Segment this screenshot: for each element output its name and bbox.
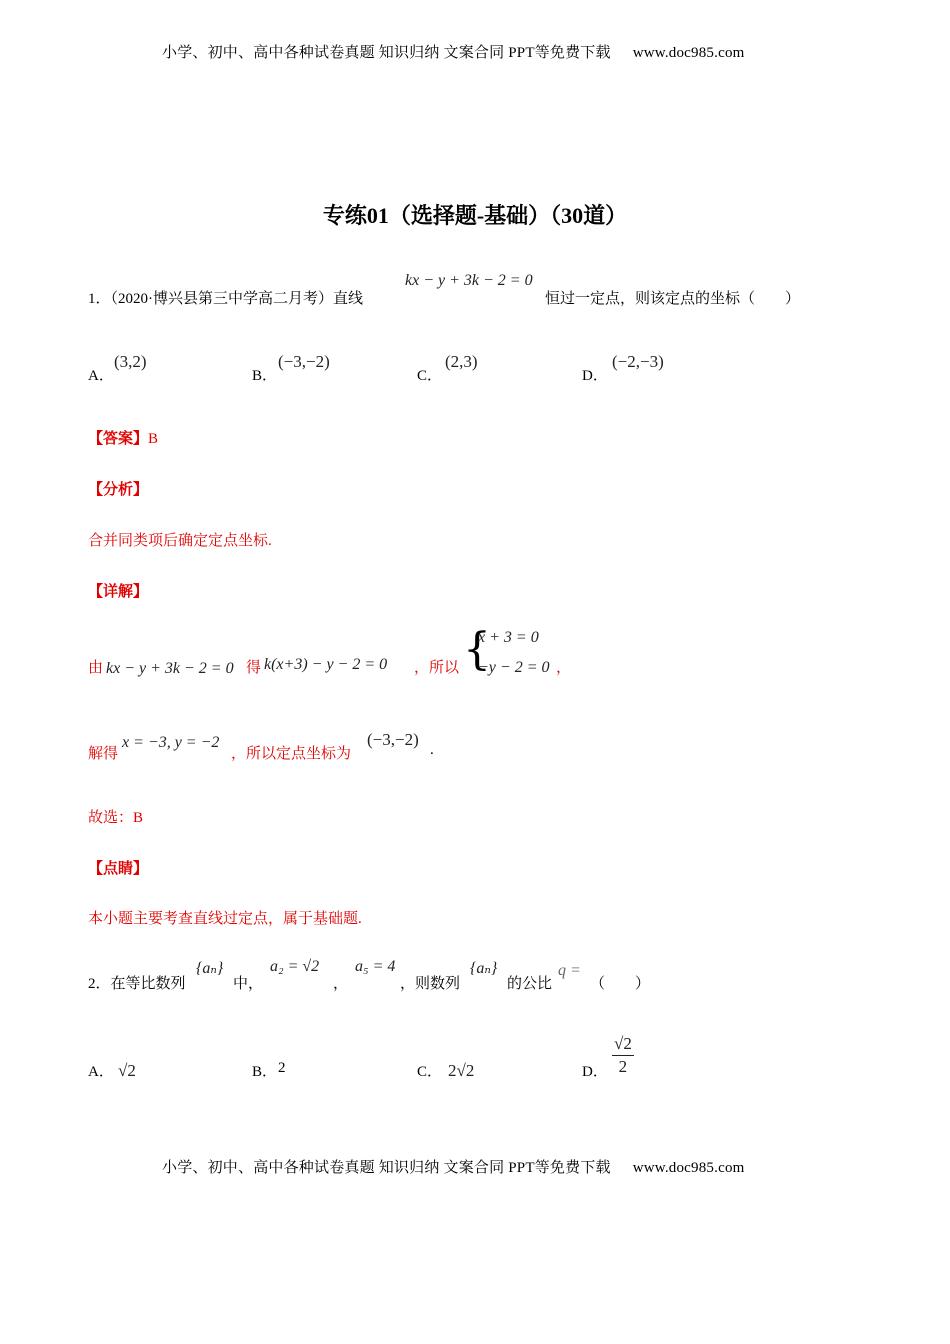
q2-c1: ， — [333, 976, 349, 992]
q2-option-c-label: C． — [417, 1064, 443, 1080]
dianjing-label: 【点睛】 — [88, 861, 149, 877]
system-brace: { — [463, 624, 491, 675]
q1-option-c-label: C． — [417, 368, 443, 384]
page-footer — [162, 1156, 745, 1177]
q1-option-a-value: (3,2) — [114, 352, 147, 371]
q1-option-b-label: B． — [252, 368, 278, 384]
answer-value: B — [148, 431, 159, 447]
detail-comma: ， — [556, 660, 572, 676]
system-top: x + 3 = 0 — [478, 629, 539, 646]
q1-stem-end: 恒过一定点，则该定点的坐标（ ） — [545, 291, 801, 307]
q2-number: 2． — [88, 976, 111, 992]
detail-eq2: k(x+3) − y − 2 = 0 — [264, 656, 388, 673]
q2-a5: a₅ = 4 — [355, 958, 396, 975]
q2-option-d-label: D． — [582, 1064, 608, 1080]
header-text: 小学、初中、高中各种试卷真题 知识归纳 文案合同 PPT等免费下载 — [162, 45, 611, 61]
q2-stem-start — [88, 972, 186, 993]
q1-equation: kx − y + 3k − 2 = 0 — [405, 272, 533, 289]
detail-label: 【详解】 — [88, 584, 149, 600]
fraction-numerator: √2 — [612, 1034, 634, 1056]
detail-de: 得 — [246, 660, 262, 676]
q2-seq2: {aₙ} — [470, 960, 498, 977]
q2-option-b-value: 2 — [278, 1060, 286, 1076]
detail-eq1: kx − y + 3k − 2 = 0 — [106, 660, 234, 677]
page-header — [162, 41, 745, 62]
detail-you: 由 — [88, 660, 104, 676]
page-title: 专练01（选择题-基础）（30道） — [322, 203, 628, 228]
q1-number: 1． — [88, 291, 111, 307]
q2-option-a-value: √2 — [118, 1061, 136, 1080]
q2-t2: 中， — [233, 976, 264, 992]
analysis-label: 【分析】 — [88, 482, 149, 498]
fraction-denominator: 2 — [618, 1057, 628, 1076]
fraction — [612, 1034, 634, 1077]
answer-label: 【答案】 — [88, 431, 149, 447]
detail-point: (−3,−2) — [367, 730, 419, 749]
detail-jiede: 解得 — [88, 746, 119, 762]
q2-a2: a₂ = √2 — [270, 958, 320, 975]
footer-text: 小学、初中、高中各种试卷真题 知识归纳 文案合同 PPT等免费下载 — [162, 1160, 611, 1176]
q2-t3: ，则数列 — [400, 976, 461, 992]
q2-t4: 的公比 — [507, 976, 553, 992]
q2-t5: （ ） — [590, 976, 651, 992]
q1-source: （2020·博兴县第三中学高二月考）直线 — [110, 291, 364, 307]
analysis-text: 合并同类项后确定定点坐标. — [88, 533, 272, 549]
header-url[interactable]: www.doc985.com — [632, 45, 745, 61]
q1-option-b-value: (−3,−2) — [278, 352, 330, 371]
q2-option-d-value — [612, 1034, 634, 1077]
q2-option-a-label: A． — [88, 1064, 114, 1080]
guxuan: 故选：B — [88, 810, 144, 826]
system-bottom: −y − 2 = 0 — [478, 659, 550, 676]
q2-seq: {aₙ} — [196, 960, 224, 977]
detail-solution: x = −3, y = −2 — [122, 734, 220, 751]
dianjing-text: 本小题主要考查直线过定点，属于基础题. — [88, 911, 362, 927]
detail-coord-text: ，所以定点坐标为 — [231, 746, 352, 762]
q1-option-d-label: D． — [582, 368, 608, 384]
q1-option-c-value: (2,3) — [445, 352, 478, 371]
q1-stem — [88, 287, 363, 308]
detail-period: . — [430, 742, 434, 758]
detail-suoyi: ，所以 — [414, 660, 460, 676]
q2-q: q = — [558, 962, 581, 979]
q2-t1: 在等比数列 — [110, 976, 186, 992]
q2-option-c-value: 2√2 — [448, 1061, 475, 1080]
q1-option-a-label: A． — [88, 368, 114, 384]
q1-option-d-value: (−2,−3) — [612, 352, 664, 371]
footer-url[interactable]: www.doc985.com — [632, 1160, 745, 1176]
q2-option-b-label: B． — [252, 1064, 278, 1080]
q1-answer — [88, 427, 158, 448]
